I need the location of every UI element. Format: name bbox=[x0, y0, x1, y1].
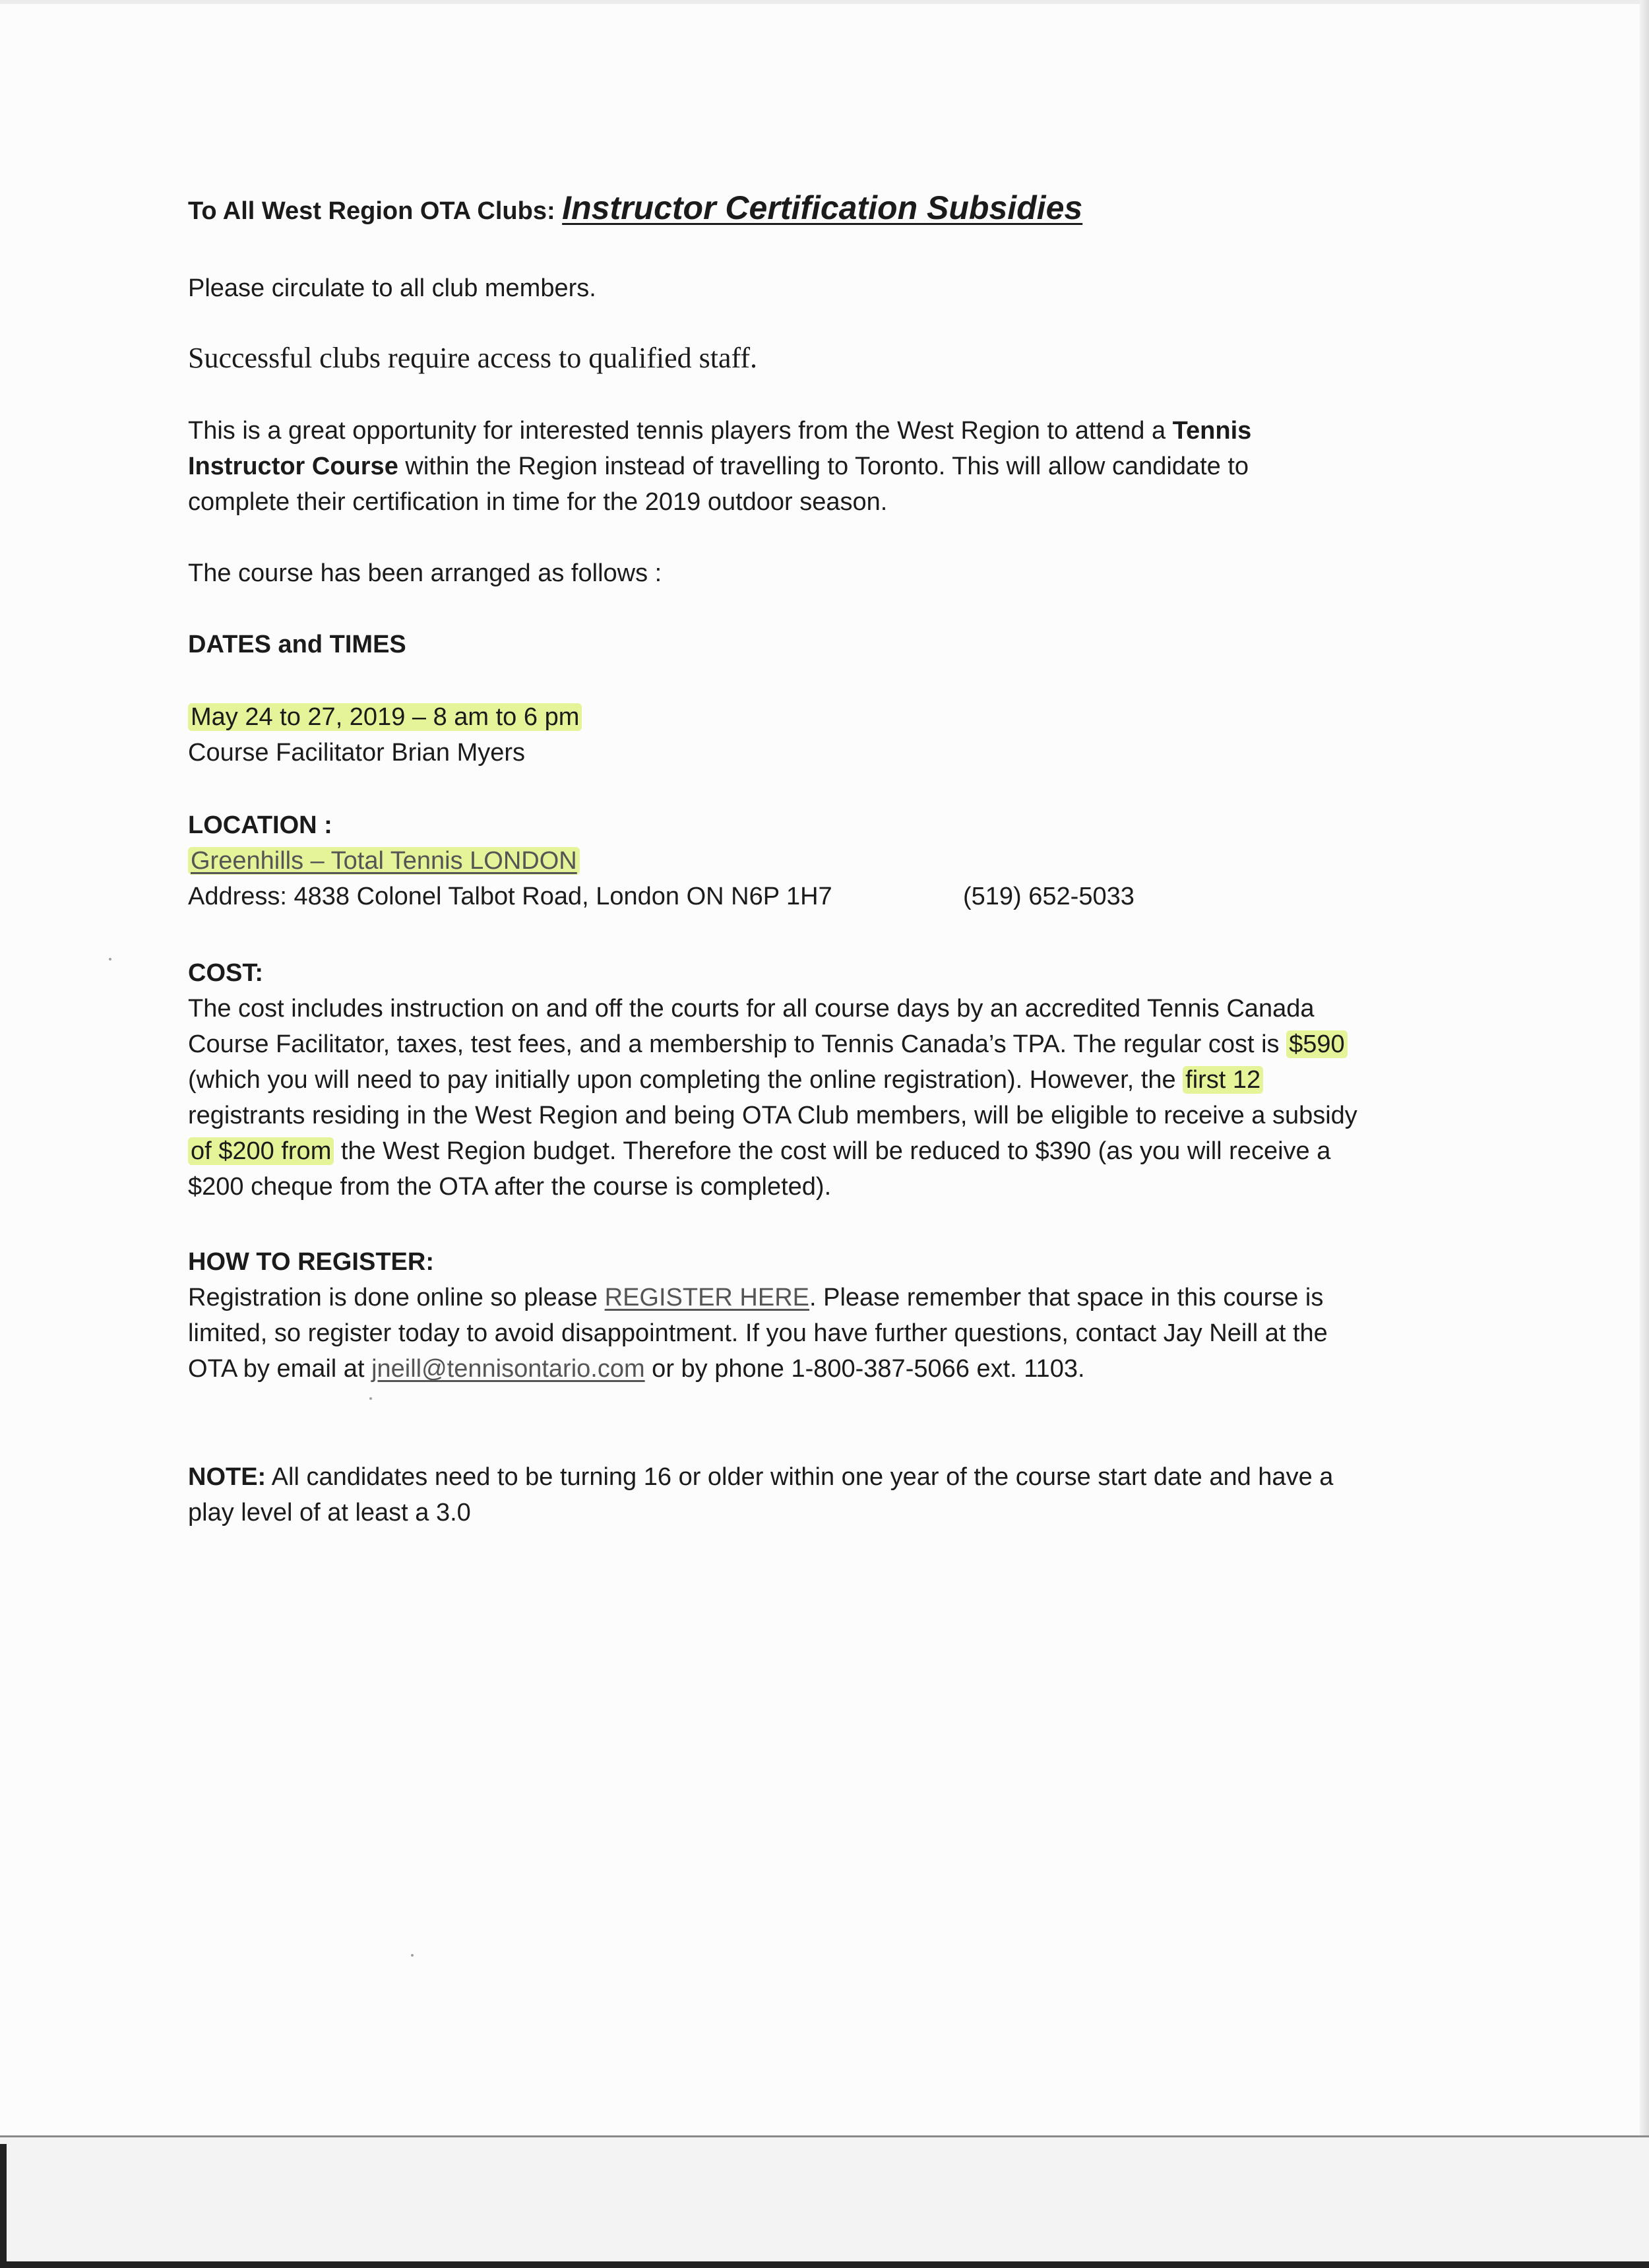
register-line-1 bbox=[188, 1281, 1323, 1314]
arranged-text: The course has been arranged as follows : bbox=[188, 559, 662, 587]
register-text: . Please remember that space in this course is bbox=[809, 1284, 1324, 1311]
dates-heading: DATES and TIMES bbox=[188, 631, 406, 658]
register-heading: HOW TO REGISTER: bbox=[188, 1248, 434, 1276]
dates-line bbox=[188, 701, 582, 734]
cost-line-2 bbox=[188, 1028, 1348, 1061]
scan-speck bbox=[411, 1954, 414, 1957]
venue-link[interactable]: Greenhills – Total Tennis LONDON bbox=[188, 847, 580, 875]
scan-edge-top bbox=[0, 0, 1649, 4]
register-text: or by phone 1-800-387-5066 ext. 1103. bbox=[644, 1355, 1085, 1383]
page-heading bbox=[188, 191, 1082, 228]
register-here-link[interactable]: REGISTER HERE bbox=[604, 1284, 810, 1311]
scan-edge-right bbox=[1640, 0, 1649, 2268]
dates-value: May 24 to 27, 2019 – 8 am to 6 pm bbox=[188, 703, 582, 731]
address-text: Address: 4838 Colonel Talbot Road, London ON N6P 1H7 bbox=[188, 883, 832, 910]
scanner-border-left bbox=[0, 2144, 7, 2268]
intro-line-2 bbox=[188, 450, 1249, 483]
register-text: OTA by email at bbox=[188, 1355, 372, 1383]
register-text: Registration is done online so please bbox=[188, 1284, 605, 1311]
scanner-bed-strip bbox=[0, 2137, 1649, 2268]
intro-text: within the Region instead of travelling to Toronto. This will allow candidate to bbox=[398, 453, 1249, 480]
cost-line-5 bbox=[188, 1135, 1330, 1168]
note-label: NOTE: bbox=[188, 1463, 266, 1491]
cost-text: Course Facilitator, taxes, test fees, and a membership to Tennis Canada’s TPA. The regular cost is bbox=[188, 1030, 1287, 1058]
cost-text: the West Region budget. Therefore the cost will be reduced to $390 (as you will receive a bbox=[334, 1137, 1331, 1165]
phone-number: (519) 652-5033 bbox=[963, 883, 1135, 910]
cost-text: (which you will need to pay initially upon completing the online registration). However, the bbox=[188, 1066, 1183, 1094]
note-line-2: play level of at least a 3.0 bbox=[188, 1499, 471, 1527]
intro-bold-course: Instructor Course bbox=[188, 453, 398, 480]
email-link[interactable]: jneill@tennisontario.com bbox=[371, 1355, 645, 1383]
heading-prefix: To All West Region OTA Clubs: bbox=[188, 197, 555, 225]
intro-bold-tennis: Tennis bbox=[1172, 417, 1252, 445]
venue-line bbox=[188, 844, 580, 877]
note-line-1 bbox=[188, 1461, 1333, 1494]
scan-speck bbox=[109, 958, 111, 961]
subsidy-highlight: of $200 from bbox=[188, 1137, 334, 1165]
note-text: All candidates need to be turning 16 or older within one year of the course start date and have a bbox=[266, 1463, 1334, 1491]
intro-line-3: complete their certification in time for the 2019 outdoor season. bbox=[188, 488, 888, 516]
cost-line-6: $200 cheque from the OTA after the course is completed). bbox=[188, 1173, 832, 1201]
first-12-highlight: first 12 bbox=[1183, 1066, 1263, 1094]
scanner-border-bottom bbox=[0, 2261, 1649, 2268]
address-line bbox=[188, 880, 1135, 913]
circulate-note: Please circulate to all club members. bbox=[188, 274, 596, 302]
tagline: Successful clubs require access to qualified staff. bbox=[188, 342, 758, 374]
intro-line-1 bbox=[188, 414, 1251, 447]
regular-cost: $590 bbox=[1286, 1030, 1348, 1058]
cost-heading: COST: bbox=[188, 959, 263, 987]
heading-title: Instructor Certification Subsidies bbox=[562, 189, 1083, 226]
cost-line-1: The cost includes instruction on and off the courts for all course days by an accredited Tennis Canada bbox=[188, 995, 1315, 1023]
cost-line-4: registrants residing in the West Region and being OTA Club members, will be eligible to receive a subsidy bbox=[188, 1102, 1357, 1129]
facilitator: Course Facilitator Brian Myers bbox=[188, 739, 526, 767]
intro-text: This is a great opportunity for interested tennis players from the West Region to attend a bbox=[188, 417, 1173, 445]
scan-speck bbox=[369, 1397, 372, 1400]
register-line-3 bbox=[188, 1352, 1085, 1385]
cost-line-3 bbox=[188, 1063, 1263, 1096]
register-line-2: limited, so register today to avoid disappointment. If you have further questions, contact Jay Neill at the bbox=[188, 1319, 1328, 1347]
location-heading: LOCATION : bbox=[188, 811, 332, 839]
